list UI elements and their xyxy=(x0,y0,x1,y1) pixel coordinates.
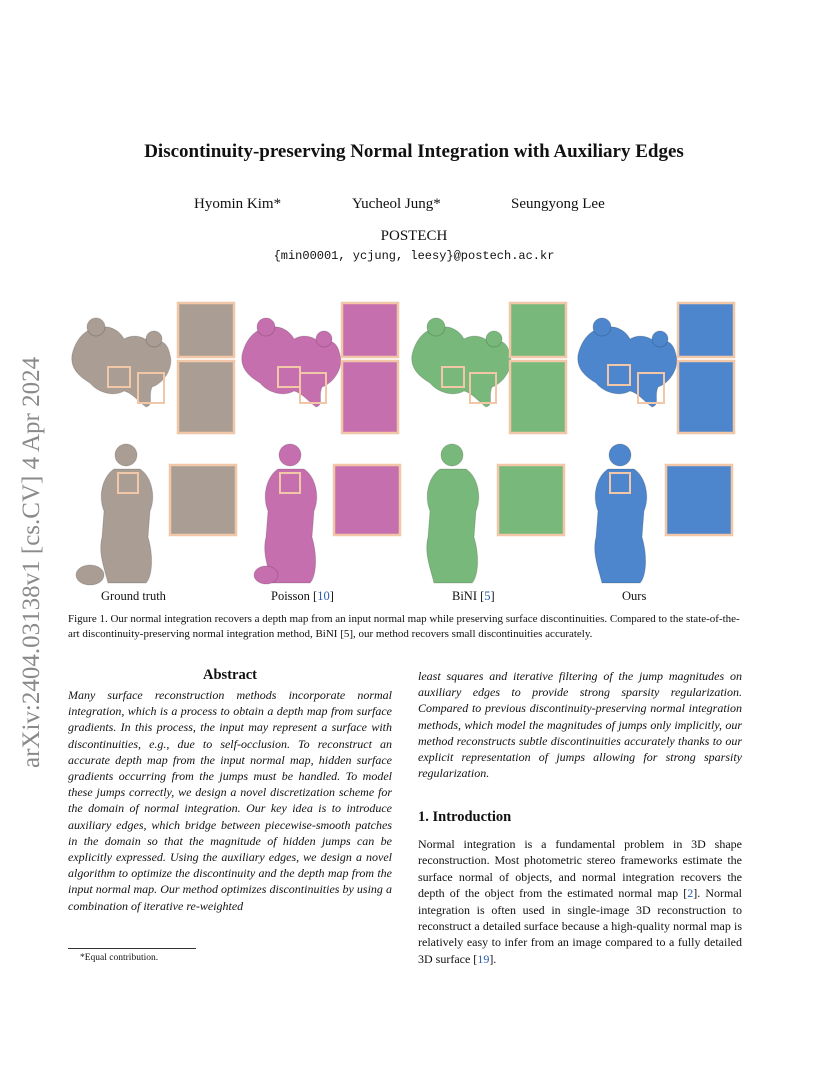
author-3: Seungyong Lee xyxy=(511,196,605,212)
citation-link[interactable]: 19 xyxy=(477,951,490,966)
arxiv-identifier-text: arXiv:2404.03138v1 [cs.CV] 4 Apr 2024 xyxy=(18,356,45,768)
figure-1 xyxy=(68,297,740,587)
label-ours: Ours xyxy=(622,589,647,603)
introduction-heading: 1. Introduction xyxy=(418,809,512,825)
bini-man-render xyxy=(427,444,479,583)
ours-inset-3 xyxy=(666,465,732,535)
ours-inset-1 xyxy=(678,303,734,357)
introduction-text: Normal integration is a fundamental problem in 3D shape reconstruction. Most photometric stereo frameworks estimate the surface normal of objects, and normal integration recovers the depth of the object from the estimated normal map [2]. Normal integration is often used in single-image 3D reconstruction to reconstruct a detailed surface because a high-quality normal map is relatively easy to infer from an image compared to a fully detailed 3D surface [19]. xyxy=(418,837,742,966)
bini-inset-1 xyxy=(510,303,566,357)
poisson-inset-1 xyxy=(342,303,398,357)
bini-inset-3 xyxy=(498,465,564,535)
citation-link[interactable]: 2 xyxy=(687,886,694,901)
label-poisson: Poisson [10] xyxy=(271,589,334,603)
author-1: Hyomin Kim* xyxy=(194,196,282,212)
ours-inset-2 xyxy=(678,361,734,433)
author-emails: {min00001, ycjung, leesy}@postech.ac.kr xyxy=(273,249,555,263)
citation-link[interactable]: 5 xyxy=(484,589,491,603)
abstract-text-right: least squares and iterative filtering of the jump magnitudes on auxiliary edges to provide strong sparsity regularization. Compared to previous discontinuity-preserving normal integration methods, which model the magnitudes of jumps only implicitly, our method reconstructs subtle discontinuities accurately thanks to our explicit representation of jumps allowing for strong sparsity regularization. xyxy=(418,669,742,781)
bini-inset-2 xyxy=(510,361,566,433)
figure-1-graphic xyxy=(68,297,740,587)
paper-title: Discontinuity-preserving Normal Integration with Auxiliary Edges xyxy=(144,141,684,162)
citation-link[interactable]: 10 xyxy=(317,589,330,603)
figure-caption: Figure 1. Our normal integration recovers a depth map from an input normal map while preserving surface discontinuities. Compared to the state-of-the-art discontinuity-preserving normal integration method, BiNI [5], our method recovers small discontinuities accurately. xyxy=(68,613,740,640)
column-poisson xyxy=(242,303,400,584)
column-ours xyxy=(578,303,734,583)
author-2: Yucheol Jung* xyxy=(352,196,441,212)
arxiv-identifier-stamp xyxy=(13,290,49,770)
ground-truth-children-render xyxy=(72,318,171,407)
footnote-divider xyxy=(68,948,196,949)
column-ground-truth xyxy=(72,303,236,585)
poisson-inset-3 xyxy=(334,465,400,535)
abstract-text-left: Many surface reconstruction methods incorporate normal integration, which is a process to obtain a depth map from surface gradients. In this process, the input may represent a surface with discontinuities, e.g., due to self-occlusion. To reconstruct an accurate depth map from the input normal map, hidden surface gradients occurring from the jumps must be handled. To model these jumps correctly, we design a novel discretization scheme for the domain of normal integration. Our key idea is to introduce auxiliary edges, which bridge between piecewise-smooth patches in the domain so that the magnitude of hidden jumps can be explicitly expressed. Using the auxiliary edges, we design a novel algorithm to optimize the discontinuity and the depth map from the input normal map. Our method optimizes discontinuities by using a combination of iterative re-weighted xyxy=(68,688,392,913)
poisson-inset-2 xyxy=(342,361,398,433)
ground-truth-inset-2 xyxy=(178,361,234,433)
affiliation: POSTECH xyxy=(380,228,448,244)
ours-man-render xyxy=(595,444,647,583)
ground-truth-man-render xyxy=(76,444,153,585)
ours-children-render xyxy=(578,318,677,407)
poisson-man-render xyxy=(254,444,317,584)
abstract-heading: Abstract xyxy=(203,667,257,683)
column-bini xyxy=(412,303,566,583)
footnote: *Equal contribution. xyxy=(80,953,159,963)
label-bini: BiNI [5] xyxy=(452,589,495,603)
ground-truth-inset-1 xyxy=(178,303,234,357)
ground-truth-inset-3 xyxy=(170,465,236,535)
label-ground-truth: Ground truth xyxy=(101,589,166,603)
